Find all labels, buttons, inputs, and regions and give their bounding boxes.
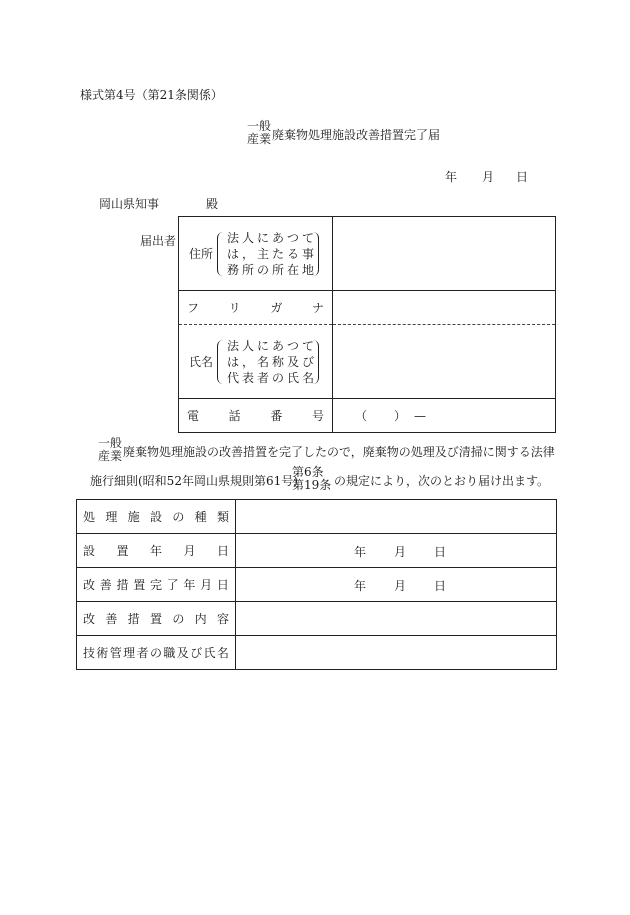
page-title: 廃棄物処理施設改善措置完了届 [272, 128, 441, 142]
phone-label-cell [179, 399, 333, 433]
body-line-2a: 施行細則(昭和52年岡山県規則第61号) [90, 474, 298, 488]
furigana-label: フ リ ガ ナ [187, 301, 324, 315]
technical-manager-label: 技 術 管 理 者 の 職 及 び 氏 名 [83, 646, 229, 660]
improvement-content-label: 改 善 措 置 の 内 容 [83, 612, 229, 626]
facility-type-value-cell[interactable] [236, 500, 557, 534]
phone-label: 電 話 番 号 [187, 409, 324, 423]
address-value-cell[interactable] [333, 217, 556, 291]
name-label: 氏名 [189, 355, 214, 369]
completion-date-label-cell [77, 568, 236, 602]
body-line-2b: の規定により，次のとおり届け出ます。 [334, 474, 550, 488]
article-6: 第6条 [292, 465, 324, 479]
address-note: 法人にあつて は，主たる事 務所の所在地 [227, 231, 318, 277]
furigana-label-cell [179, 291, 333, 325]
improvement-content-label-cell [77, 602, 236, 636]
table-row [77, 602, 557, 636]
completion-date-value-cell[interactable] [236, 568, 557, 602]
addressee-honorific: 殿 [206, 197, 219, 211]
address-label: 住所 [189, 247, 214, 261]
address-label-cell [179, 217, 333, 291]
install-date-label: 設 置 年 月 日 [83, 544, 229, 558]
facility-type-label: 処 理 施 設 の 種 類 [83, 510, 229, 524]
title-prefix-general: 一般 [247, 119, 272, 133]
date-day: 日 [516, 170, 529, 184]
phone-format: （ ） — [355, 409, 428, 423]
body-prefix [98, 437, 122, 463]
title-prefix-industrial: 産業 [247, 132, 272, 146]
body-prefix-general: 一般 [98, 436, 123, 450]
body-prefix-industrial: 産業 [98, 449, 123, 463]
completion-date-format: 年 月 日 [354, 579, 447, 593]
technical-manager-value-cell[interactable] [236, 636, 557, 670]
table-row [77, 534, 557, 568]
facility-info-table [76, 499, 557, 670]
install-date-value-cell[interactable] [236, 534, 557, 568]
name-value-cell[interactable] [333, 325, 556, 399]
technical-manager-label-cell [77, 636, 236, 670]
date-month: 月 [482, 170, 495, 184]
applicant-table [178, 216, 556, 433]
furigana-value-cell[interactable] [333, 291, 556, 325]
table-row [77, 636, 557, 670]
body-line-1: 廃棄物処理施設の改善措置を完了したので，廃棄物の処理及び清掃に関する法律 [123, 445, 555, 459]
applicant-label: 届出者 [140, 234, 177, 248]
phone-value-cell[interactable] [333, 399, 556, 433]
table-row [77, 568, 557, 602]
completion-date-label: 改 善 措 置 完 了 年 月 日 [83, 578, 229, 592]
facility-type-label-cell [77, 500, 236, 534]
article-choice [292, 466, 331, 492]
name-note: 法人にあつて は，名称及び 代表者の氏名 [227, 339, 318, 385]
title-prefix [247, 120, 271, 146]
table-row [77, 500, 557, 534]
addressee-name: 岡山県知事 [99, 197, 160, 211]
date-year: 年 [445, 170, 458, 184]
install-date-format: 年 月 日 [354, 545, 447, 559]
install-date-label-cell [77, 534, 236, 568]
improvement-content-value-cell[interactable] [236, 602, 557, 636]
name-label-cell [179, 325, 333, 399]
form-number: 様式第4号（第21条関係） [80, 88, 223, 102]
article-19: 第19条 [292, 478, 332, 492]
